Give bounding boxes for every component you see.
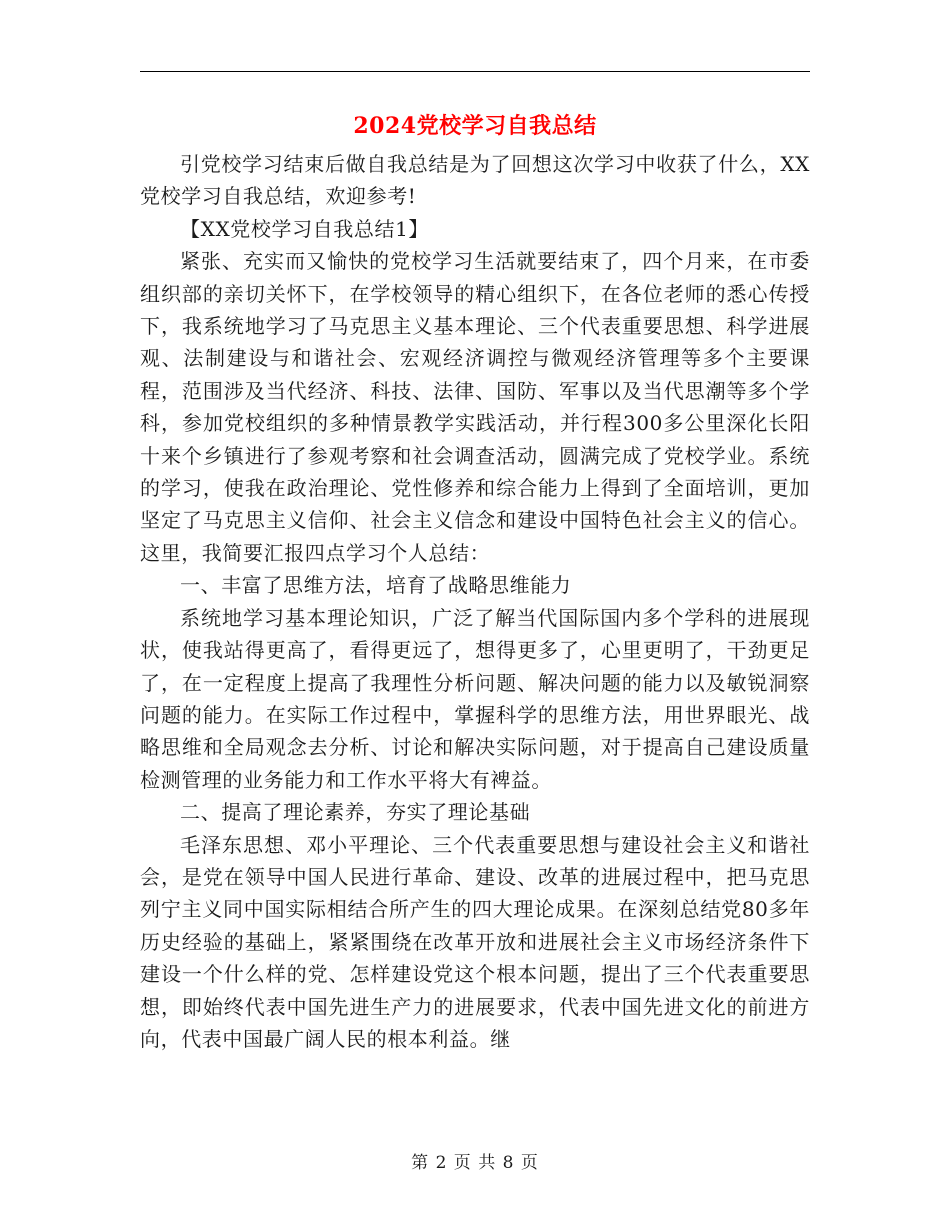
- section-heading-summary-1: 【XX党校学习自我总结1】: [180, 216, 430, 241]
- body-paragraph-1: 紧张、充实而又愉快的党校学习生活就要结束了，四个月来，在市委组织部的亲切关怀下，在学校领导的精心组织下，在各位老师的悉心传授下，我系统地学习了马克思主义基本理论、三个代表重要思想、科学进展观、法制建设与和谐社会、宏观经济调控与微观经济管理等多个主要课程，范围涉及当代经济、科技、法律、国防、军事以及当代思潮等多个学科，参加党校组织的多种情景教学实践活动，并行程300多公里深化长阳十来个乡镇进行了参观考察和社会调查活动，圆满完成了党校学业。系统的学习，使我在政治理论、党性修养和综合能力上得到了全面培训，更加坚定了马克思主义信仰、社会主义信念和建设中国特色社会主义的信心。这里，我简要汇报四点学习个人总结：: [140, 249, 810, 565]
- subheading-2: 二、提高了理论素养，夯实了理论基础: [180, 800, 531, 825]
- page-footer: 第 2 页 共 8 页: [411, 1153, 539, 1173]
- subheading-1: 一、丰富了思维方法，培育了战略思维能力: [180, 573, 572, 598]
- header-rule: [140, 71, 810, 72]
- document-body: [140, 148, 810, 1055]
- body-paragraph-2: 系统地学习基本理论知识，广泛了解当代国际国内多个学科的进展现状，使我站得更高了，看得更远了，想得更多了，心里更明了，干劲更足了，在一定程度上提高了我理性分析问题、解决问题的能力以及敏锐洞察问题的能力。在实际工作过程中，掌握科学的思维方法，用世界眼光、战略思维和全局观念去分析、讨论和解决实际问题，对于提高自己建设质量检测管理的业务能力和工作水平将大有裨益。: [140, 605, 810, 792]
- document-title: 2024党校学习自我总结: [353, 113, 597, 139]
- intro-paragraph: 引党校学习结束后做自我总结是为了回想这次学习中收获了什么，XX党校学习自我总结，欢迎参考!: [140, 152, 810, 209]
- body-paragraph-3: 毛泽东思想、邓小平理论、三个代表重要思想与建设社会主义和谐社会，是党在领导中国人民进行革命、建设、改革的进展过程中，把马克思列宁主义同中国实际相结合所产生的四大理论成果。在深刻总结党80多年历史经验的基础上，紧紧围绕在改革开放和进展社会主义市场经济条件下建设一个什么样的党、怎样建设党这个根本问题，提出了三个代表重要思想，即始终代表中国先进生产力的进展要求，代表中国先进文化的前进方向，代表中国最广阔人民的根本利益。继: [140, 832, 810, 1051]
